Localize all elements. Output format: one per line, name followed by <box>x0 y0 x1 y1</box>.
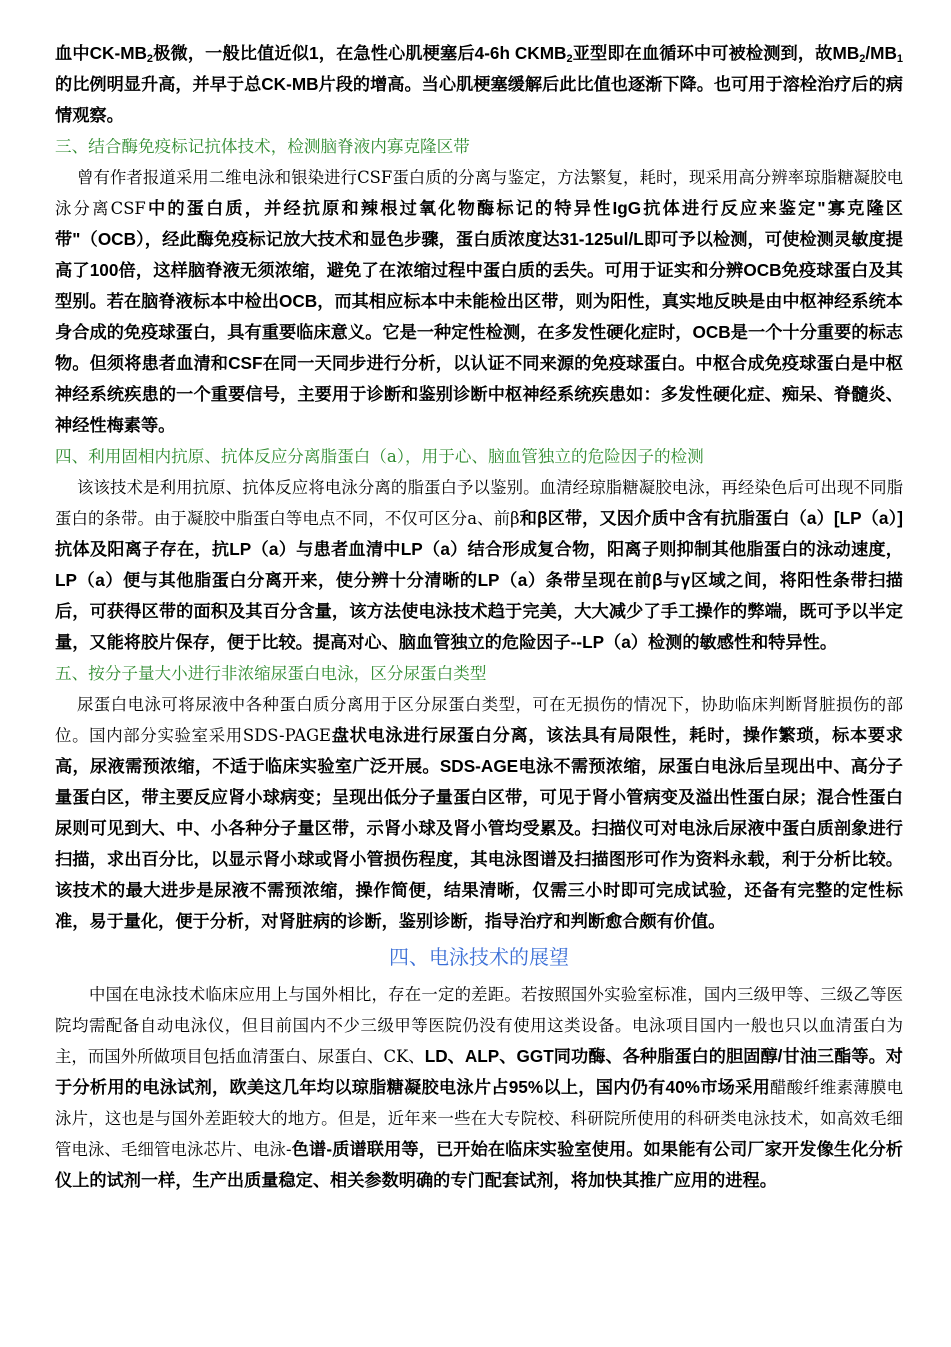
section-5-paragraph <box>55 689 903 937</box>
intro-text-5: 的比例明显升高，并早于总CK-MB片段的增高。当心肌梗塞缓解后此比值也逐渐下降。也可用于溶栓治疗后的病情观察。 <box>55 74 903 125</box>
subscript: 2 <box>146 53 154 65</box>
outlook-body-b: 色谱-质谱联用等，已开始在临床实验室使用。如果能有公司厂家开发像生化分析仪上的试剂一样，生产出质量稳定、相关参数明确的专门配套试剂，将加快其推广应用的进程。 <box>55 1139 903 1190</box>
section-4-serif-lead: 该该技术是利用抗原、抗体反应将电泳分离的脂蛋白予以鉴别。血清经琼脂糖凝胶电泳，再经染色后可出现不同脂蛋白的条带。由于凝胶中脂蛋白等电点不同，不仅可区分a、前β <box>55 478 903 528</box>
subscript: 2 <box>566 53 573 65</box>
section-5-body: 盘状电泳进行尿蛋白分离，该法具有局限性，耗时，操作繁琐，标本要求高，尿液需预浓缩，不适于临床实验室广泛开展。SDS-AGE电泳不需预浓缩，尿蛋白电泳后呈现出中、高分子量蛋白区，带主要反应肾小球病变；呈现出低分子量蛋白区带，可见于肾小管病变及溢出性蛋白尿；混合性蛋白尿则可见到大、中、小各种分子量区带，示肾小球及肾小管均受累及。扫描仪可对电泳后尿液中蛋白质剖象进行扫描，求出百分比，以显示肾小球或肾小管损伤程度，其电泳图谱及扫描图形可作为资料永载，利于分析比较。该技术的最大进步是尿液不需预浓缩，操作简便，结果清晰，仅需三小时即可完成试验，还备有完整的定性标准，易于量化，便于分析，对肾脏病的诊断，鉴别诊断，指导治疗和判断愈合颇有价值。 <box>55 725 903 931</box>
outlook-serif-mid: 醋酸纤维素薄膜电泳片，这也是与国外差距较大的地方。但是，近年来一些在大专院校、科研院所使用的科研类电泳技术，如高效毛细管电泳、毛细管电泳芯片、电泳- <box>55 1078 904 1159</box>
intro-paragraph <box>55 38 903 131</box>
intro-text-3: 亚型即在血循环中可被检测到，故MB <box>572 43 860 63</box>
subscript: 1 <box>896 53 903 65</box>
section-3-serif-lead: 曾有作者报道采用二维电泳和银染进行CSF蛋白质的分离与鉴定，方法繁复，耗时，现采用高分辨率琼脂糖凝胶电泳分离CSF <box>55 168 903 218</box>
section-heading-5: 五、按分子量大小进行非浓缩尿蛋白电泳，区分尿蛋白类型 <box>55 664 487 683</box>
outlook-paragraph <box>55 979 903 1196</box>
section-3-body: 中的蛋白质，并经抗原和辣根过氧化物酶标记的特异性IgG抗体进行反应来鉴定"寡克隆区带"（OCB），经此酶免疫标记放大技术和显色步骤，蛋白质浓度达31-125ul/L即可予以检测，可使检测灵敏度提高了100倍，这样脑脊液无须浓缩，避免了在浓缩过程中蛋白质的丢失。可用于证实和分辨OCB免疫球蛋白及其型别。若在脑脊液标本中检出OCB，而其相应标本中未能检出区带，则为阳性，真实地反映是由中枢神经系统本身合成的免疫球蛋白，具有重要临床意义。它是一种定性检测，在多发性硬化症时，OCB是一个十分重要的标志物。但须将患者血清和CSF在同一天同步进行分析，以认证不同来源的免疫球蛋白。中枢合成免疫球蛋白是中枢神经系统疾患的一个重要信号，主要用于诊断和鉴别诊断中枢神经系统疾患如：多发性硬化症、痴呆、脊髓炎、神经性梅素等。 <box>55 198 903 435</box>
subscript: 2 <box>859 53 866 65</box>
outlook-serif-lead: 中国在电泳技术临床应用上与国外相比，存在一定的差距。若按照国外实验室标准，国内三级甲等、三级乙等医院均需配备自动电泳仪，但目前国内不少三级甲等医院仍没有使用这类设备。电泳项目国内一般也只以血清蛋白为主，而国外所做项目包括血清蛋白、尿蛋白、CK、 <box>55 985 903 1066</box>
intro-text-2: 极微，一般比值近似1，在急性心肌梗塞后4-6h CKMB <box>153 43 567 63</box>
section-5-serif-lead: 尿蛋白电泳可将尿液中各种蛋白质分离用于区分尿蛋白类型，可在无损伤的情况下，协助临床判断肾脏损伤的部位。国内部分实验室采用SDS-PAGE <box>55 695 903 745</box>
outlook-body-a: LD、ALP、GGT同功酶、各种脂蛋白的胆固醇/甘油三酯等。对于分析用的电泳试剂，欧美这几年均以琼脂糖凝胶电泳片占95%以上，国内仍有40%市场采用 <box>55 1046 903 1097</box>
outlook-heading: 四、电泳技术的展望 <box>389 945 569 969</box>
section-4-paragraph <box>55 472 903 658</box>
intro-text-4: /MB <box>865 43 897 63</box>
section-4-body: 和β区带，又因介质中含有抗脂蛋白（a）[LP（a）]抗体及阳离子存在，抗LP（a）与患者血清中LP（a）结合形成复合物，阳离子则抑制其他脂蛋白的泳动速度，LP（a）便与其他脂蛋白分离开来，使分辨十分清晰的LP（a）条带呈现在前β与γ区域之间，将阳性条带扫描后，可获得区带的面积及其百分含量，该方法使电泳技术趋于完美，大大减少了手工操作的弊端，既可予以半定量，又能将胶片保存，便于比较。提高对心、脑血管独立的危险因子--LP（a）检测的敏感性和特异性。 <box>55 508 904 652</box>
section-heading-3: 三、结合酶免疫标记抗体技术，检测脑脊液内寡克隆区带 <box>55 137 470 156</box>
section-3-paragraph <box>55 162 903 441</box>
section-heading-4: 四、利用固相内抗原、抗体反应分离脂蛋白（a），用于心、脑血管独立的危险因子的检测 <box>55 447 704 466</box>
intro-text-1: 血中CK-MB <box>55 43 147 63</box>
document-page <box>55 38 903 1196</box>
